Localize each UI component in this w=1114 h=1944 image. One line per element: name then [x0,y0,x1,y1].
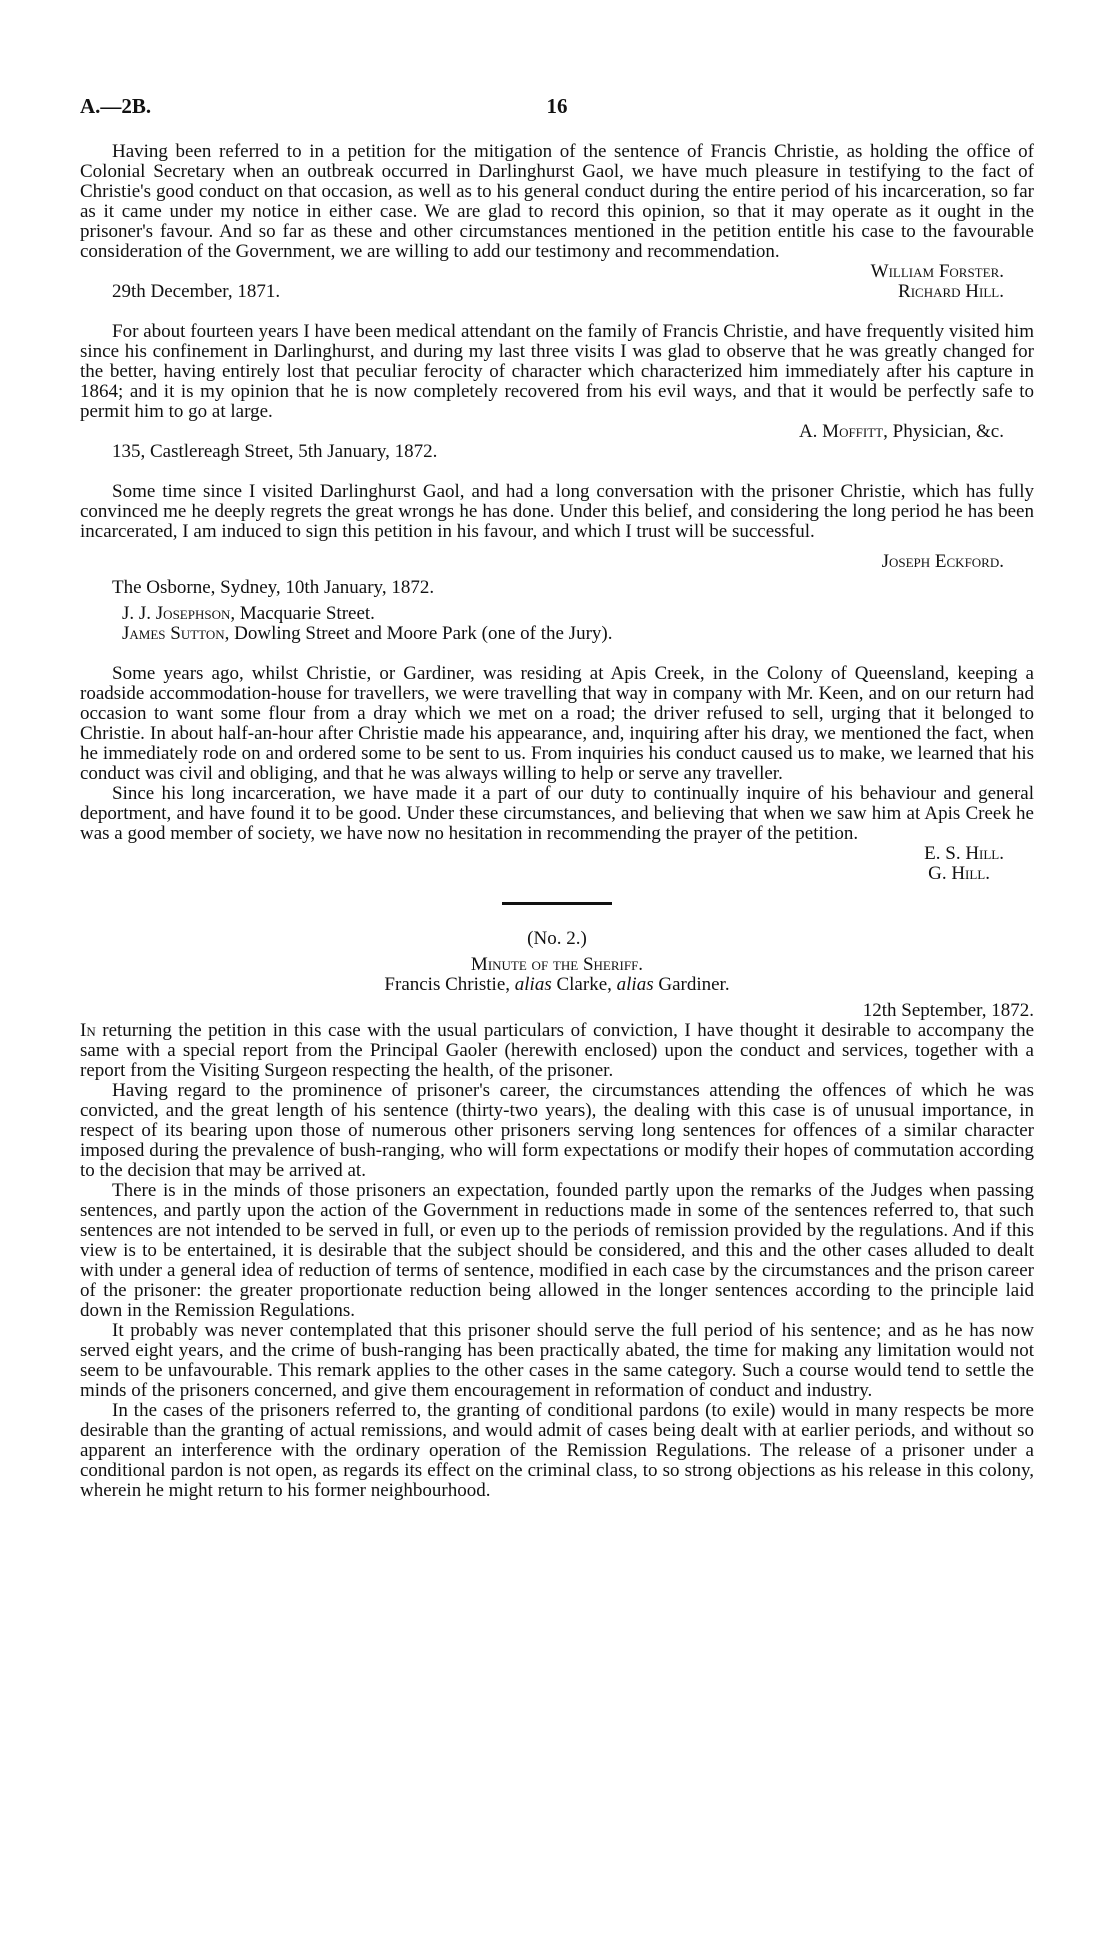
place-date: The Osborne, Sydney, 10th January, 1872. [112,577,435,598]
address-date: 135, Castlereagh Street, 5th January, 1872. [112,441,438,462]
signature-eckford: Joseph Eckford. [881,551,1004,572]
paragraph: Some time since I visited Darlinghurst Gaol, and had a long conversation with the prisoner Christie, which has fully convinced me he deeply regrets the great wrongs he has done. Under this belief, and considering the long period he has been incarcerated, I am induced to sign this petition in his favour, and which I trust will be successful. [80,481,1034,542]
signature-moffitt: A. Moffitt, Physician, &c. [798,421,1004,442]
date-signature-row [80,282,1034,302]
testimony-eckford [80,482,1034,644]
page-header [80,96,1034,136]
signature-josephson: J. J. Josephson, Macquarie Street. [122,603,375,624]
paragraph: In the cases of the prisoners referred to, the granting of conditional pardons (to exile) would in many respects be more desirable than the granting of actual remissions, and would admit of cases being dealt with at earlier periods, and without so apparent an interference with the ordinary operation of the Remission Regulations. The release of a prisoner under a conditional pardon is not open, as regards its effect on the criminal class, to so strong objections as his release in this colony, wherein he might return to his former neighbourhood. [80,1400,1034,1501]
minute-of-sheriff [80,929,1034,1501]
minute-subject: Francis Christie, alias Clarke, alias Gardiner. [384,974,730,995]
testimony-colonial-secretary [80,142,1034,302]
paragraph: Having been referred to in a petition for the mitigation of the sentence of Francis Christie, as holding the office of Colonial Secretary when an outbreak occurred in Darlinghurst Gaol, we have much pleasure in testifying to the fact of Christie's good conduct on that occasion, as well as to his general conduct during the entire period of his incarceration, so far as it came under my notice in either case. We are glad to record this opinion, so that it may operate as it ought in the prisoner's favour. And so far as these and other circumstances mentioned in the petition entitle his case to the favourable consideration of the Government, we are willing to add our testimony and recommendation. [80,141,1034,262]
paragraph: Some years ago, whilst Christie, or Gardiner, was residing at Apis Creek, in the Colony of Queensland, keeping a roadside accommodation-house for travellers, we were travelling that way in company with Mr. Keen, and on our return had occasion to want some flour from a dray which we met on a road; the driver refused to sell, urging that it belonged to Christie. In about half-an-hour after Christie made his appearance, and, inquiring after his dray, we mentioned the fact, when he immediately rode on and ordered some to be sent to us. From inquiries his conduct caused us to make, we learned that his conduct was civil and obliging, and that he was always willing to help or serve any traveller. [80,663,1034,784]
paragraph: For about fourteen years I have been medical attendant on the family of Francis Christie, and have frequently visited him since his confinement in Darlinghurst, and during my last three visits I was glad to observe that he was greatly changed for the better, having entirely lost that peculiar ferocity of character which characterized him immediately after his capture in 1864; and it is my opinion that he is now completely recovered from his evil ways, and that it would be perfectly safe to permit him to go at large. [80,321,1034,422]
signature-sutton: James Sutton, Dowling Street and Moore Park (one of the Jury). [122,623,613,644]
testimony-hill [80,664,1034,884]
minute-date: 12th September, 1872. [862,1000,1034,1021]
paragraph: Having regard to the prominence of prisoner's career, the circumstances attending the offences of which he was convicted, and the great length of his sentence (thirty-two years), the dealing with this case is of unusual importance, in respect of its bearing upon those of numerous other prisoners serving long sentences for offences of a similar character imposed during the prevalence of bush-ranging, who will form expectations or modify their hopes of commutation according to the decision that may be arrived at. [80,1080,1034,1181]
paragraph: Since his long incarceration, we have made it a part of our duty to continually inquire of his behaviour and general deportment, and have found it to be good. Under these circumstances, and believing that when we saw him at Apis Creek he was a good member of society, we have now no hesitation in recommending the prayer of the petition. [80,783,1034,844]
signature-hill: Richard Hill. [898,281,1004,302]
date: 29th December, 1871. [112,281,281,302]
paragraph: In returning the petition in this case with the usual particulars of conviction, I have thought it desirable to accompany the same with a special report from the Principal Gaoler (herewith enclosed) upon the conduct and services, together with a report from the Visiting Surgeon respecting the health, of the prisoner. [80,1020,1034,1081]
paragraph: It probably was never contemplated that this prisoner should serve the full period of his sentence; and as he has now served eight years, and the crime of bush-ranging has been practically abated, the time for making any limitation would not seem to be unfavourable. This remark applies to the other cases in the same category. Such a course would tend to settle the minds of the prisoners concerned, and give them encouragement in reformation of conduct and industry. [80,1320,1034,1401]
document-reference: A.—2B. [80,94,152,118]
page-number: 16 [546,94,568,118]
testimony-physician [80,322,1034,462]
signature-forster: William Forster. [870,261,1004,282]
minute-number: (No. 2.) [527,928,587,949]
signature-es-hill: E. S. Hill. [924,843,1004,864]
minute-title: Minute of the Sheriff. [470,954,644,975]
paragraph: There is in the minds of those prisoners an expectation, founded partly upon the remarks of the Judges when passing sentences, and partly upon the action of the Government in reductions made in some of the sentences referred to, that such sentences are not intended to be served in full, or even up to the periods of remission provided by the regulations. And if this view is to be entertained, it is desirable that the subject should be considered, and this and the other cases alluded to dealt with under a general idea of reduction of terms of sentence, modified in each case by the circumstances and the prison career of the prisoner: the greater proportionate reduction being allowed in the longer sentences according to the principle laid down in the Remission Regulations. [80,1180,1034,1321]
signature-g-hill: G. Hill. [928,863,990,884]
section-divider [502,902,612,905]
